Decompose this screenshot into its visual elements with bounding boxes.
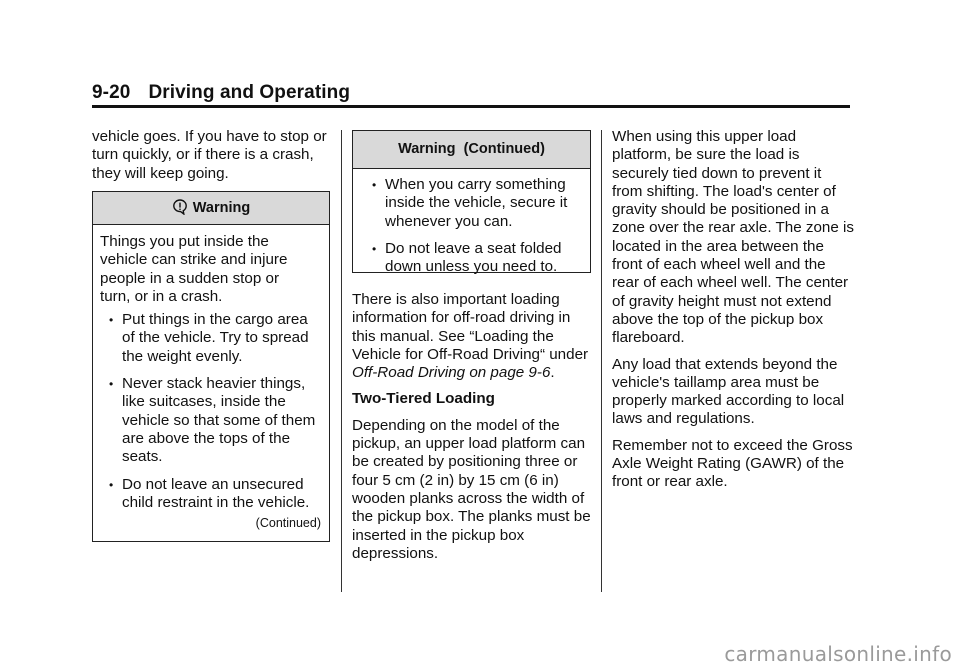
bullet-icon: •: [109, 313, 114, 328]
warning-title: Warning: [192, 200, 251, 216]
platform-paragraph: When using this upper load platform, be sure the load is securely tied down to prevent it from shifting. The load's center of gravity should be positioned in a zone over the rear axle. The zone is located in the area between the front of each wheel well and the rear of each wheel well. The center of gravity height must not extend above the top of the pickup box flareboard.: [612, 128, 855, 347]
bullet-icon: •: [372, 241, 377, 256]
continued-label: (Continued): [255, 516, 321, 531]
page-header: [92, 82, 350, 104]
warning-box: [92, 191, 330, 542]
warning-continued-body: [353, 169, 590, 276]
section-number: 9-20: [92, 82, 131, 103]
list-item: • When you carry something inside the vehicle, secure it whenever you can.: [372, 176, 568, 230]
column-1: [92, 128, 332, 191]
intro-paragraph: vehicle goes. If you have to stop or turn quickly, or if there is a crash, they will keep going.: [92, 128, 327, 182]
watermark: carmanualsonline.info: [724, 642, 952, 666]
two-tiered-paragraph: Depending on the model of the pickup, an upper load platform can be created by positioning three or four 5 cm (2 in) by 15 cm (6 in) wooden planks across the width of the pickup box. The planks must be inserted in the pickup box depressions.: [352, 416, 591, 562]
warning-continued-header: Warning (Continued): [353, 131, 590, 169]
taillamp-paragraph: Any load that extends beyond the vehicle's taillamp area must be properly marked according to local laws and regulations.: [612, 355, 845, 428]
warning-text: Things you put inside the vehicle can strike and injure people in a sudden stop or turn, or in a crash.: [100, 233, 288, 305]
list-item: • Do not leave an unsecured child restraint in the vehicle.: [109, 475, 310, 511]
loading-info-paragraph: There is also important loading information for off-road driving in this manual. See “Loading the Vehicle for Off-Road Driving“ under Off-Road Driving on page 9-6.: [352, 291, 589, 382]
warning-continued-box: [352, 130, 591, 276]
list-item: • Do not leave a seat folded down unless you need to.: [372, 239, 562, 276]
warning-icon: [172, 195, 188, 227]
column-divider-1: [341, 130, 342, 592]
warning-header: [93, 192, 329, 225]
cross-reference-link[interactable]: Off-Road Driving on page 9-6: [352, 364, 551, 382]
gawr-paragraph: Remember not to exceed the Gross Axle Weight Rating (GAWR) of the front or rear axle.: [612, 436, 853, 491]
header-rule: [92, 105, 850, 108]
column-divider-2: [601, 130, 602, 592]
list-item: • Put things in the cargo area of the vehicle. Try to spread the weight evenly.: [109, 311, 309, 365]
column-2: [352, 291, 592, 571]
bullet-icon: •: [109, 377, 114, 392]
chapter-title: Driving and Operating: [148, 82, 351, 103]
column-3: [612, 128, 854, 500]
bullet-icon: •: [372, 178, 377, 192]
warning-body: [93, 225, 329, 532]
bullet-icon: •: [109, 477, 114, 492]
list-item: • Never stack heavier things, like suitcases, inside the vehicle so that some of them are above the tops of the seats.: [109, 375, 316, 466]
subheading: Two-Tiered Loading: [352, 390, 495, 408]
